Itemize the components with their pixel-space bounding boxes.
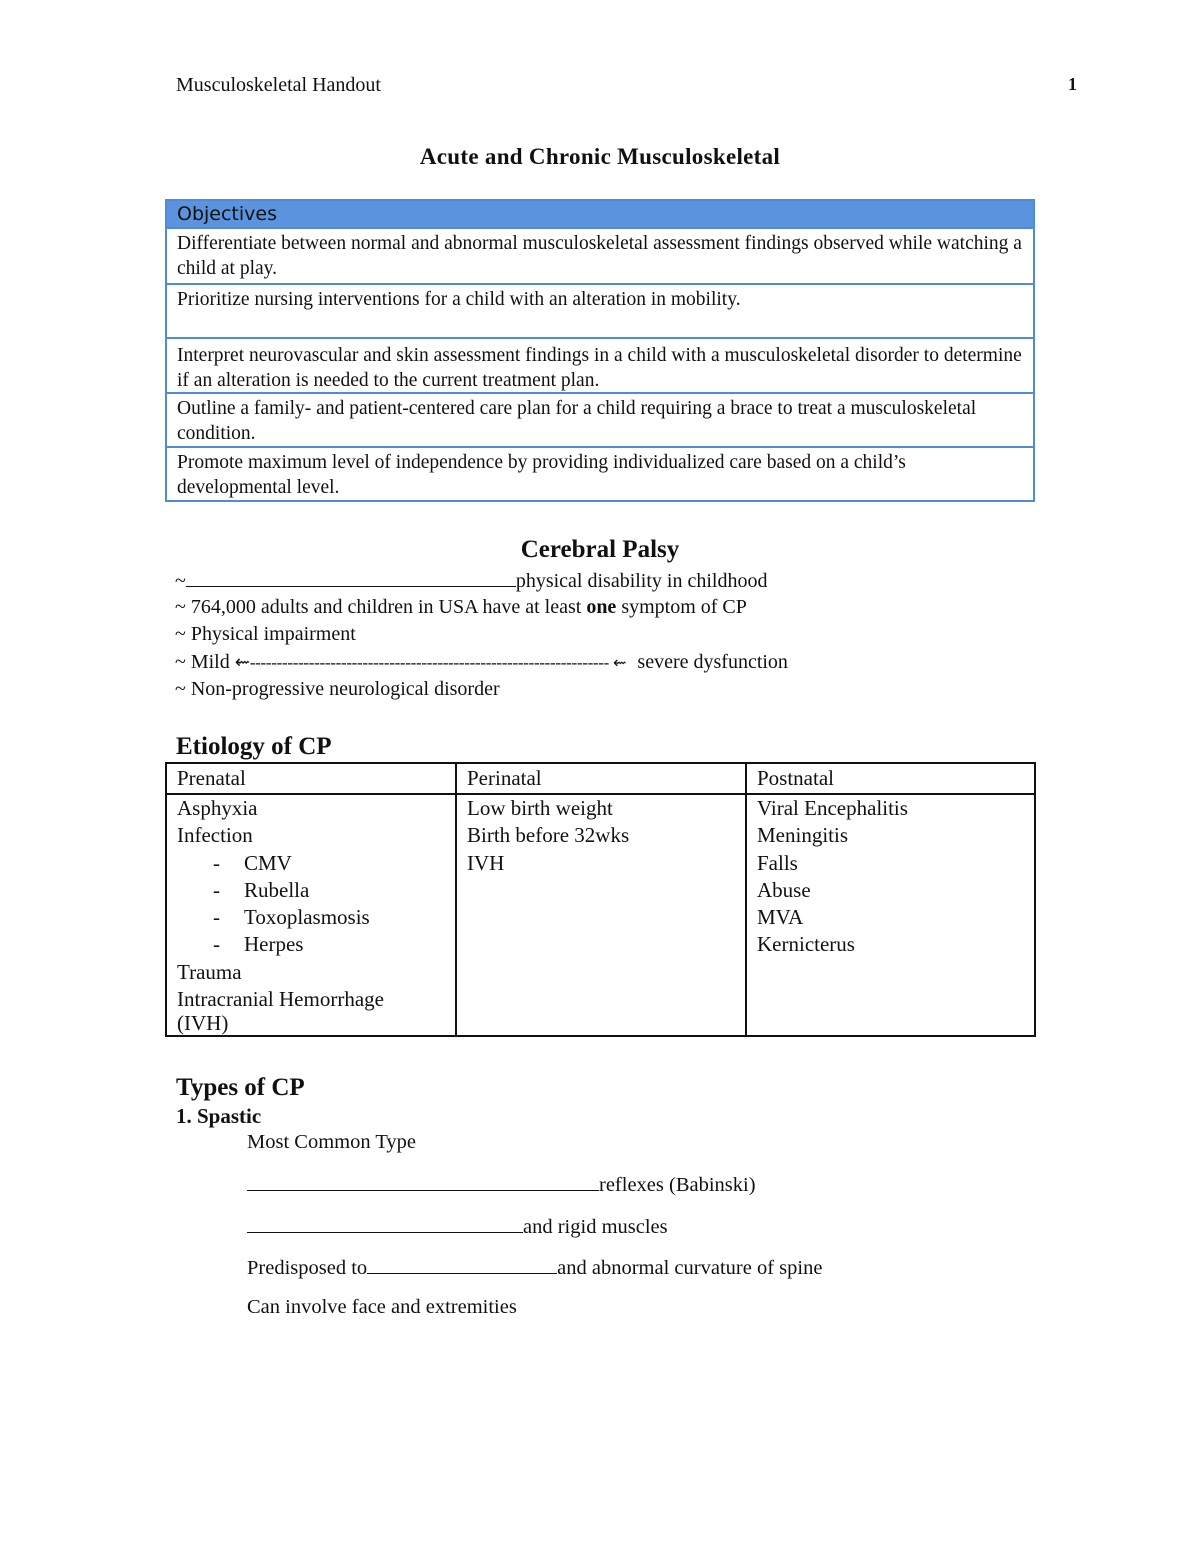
left-arrow-icon: ⇜ — [234, 652, 250, 673]
spastic-line-3-suffix: and rigid muscles — [523, 1216, 668, 1238]
list-item: Kernicterus — [757, 932, 855, 957]
right-arrow-icon: ⇜ — [613, 653, 627, 672]
spastic-line-5: Can involve face and extremities — [247, 1296, 517, 1318]
list-item: Meningitis — [757, 823, 849, 848]
list-item: MVA — [757, 905, 804, 930]
list-item: Birth before 32wks — [467, 823, 630, 848]
spastic-heading: 1. Spastic — [176, 1104, 262, 1128]
objective-row: Promote maximum level of independence by providing individualized care based on a child’s developmental level. — [167, 446, 1033, 500]
perinatal-cell — [467, 795, 629, 877]
list-item: Asphyxia — [177, 796, 258, 820]
prenatal-cell — [177, 795, 384, 1038]
cp-line-4 — [175, 651, 788, 674]
cp-line-2-suffix: symptom of CP — [616, 596, 747, 618]
page-number: 1 — [1068, 74, 1077, 94]
list-item — [177, 850, 384, 877]
objective-row: Differentiate between normal and abnormal musculoskeletal assessment findings observed while watching a child at play. — [167, 227, 1033, 283]
header-postnatal: Postnatal — [757, 766, 834, 790]
cp-line-4-suffix: severe dysfunction — [632, 651, 788, 673]
spastic-line-4 — [247, 1255, 822, 1280]
cp-line-1-prefix: ~ — [175, 570, 186, 592]
postnatal-cell — [757, 795, 908, 959]
list-item: Intracranial Hemorrhage — [177, 987, 384, 1012]
list-item — [177, 877, 384, 904]
fill-in-blank — [186, 568, 516, 587]
etiology-header-row — [167, 764, 1034, 795]
spastic-line-3 — [247, 1214, 668, 1239]
cp-line-3: ~ Physical impairment — [175, 623, 356, 645]
column-divider — [745, 764, 747, 1035]
column-divider — [455, 764, 457, 1035]
etiology-title: Etiology of CP — [176, 733, 332, 760]
fill-in-blank — [247, 1172, 599, 1191]
spastic-line-4-suffix: and abnormal curvature of spine — [557, 1257, 823, 1279]
list-item: Falls — [757, 850, 798, 875]
fill-in-blank — [247, 1214, 523, 1233]
list-item — [177, 904, 384, 931]
objective-row: Interpret neurovascular and skin assessment findings in a child with a musculoskeletal disorder to determine if an alteration is needed to the current treatment plan. — [167, 337, 1033, 392]
cp-line-4-dashes: ------------------------------------------------------------------- — [249, 653, 610, 672]
objective-row: Outline a family- and patient-centered care plan for a child requiring a brace to treat a musculoskeletal condition. — [167, 392, 1033, 446]
list-item: IVH — [467, 850, 505, 875]
header-perinatal: Perinatal — [467, 766, 542, 790]
cp-line-1 — [175, 568, 767, 593]
cp-line-2 — [175, 596, 747, 619]
cp-line-1-suffix: physical disability in childhood — [515, 570, 768, 592]
sub-item-label: CMV — [244, 850, 292, 875]
list-item: Viral Encephalitis — [757, 796, 908, 820]
sub-item-label: Herpes — [244, 932, 304, 957]
sub-item-label: Rubella — [244, 877, 310, 902]
header-prenatal: Prenatal — [177, 766, 246, 790]
list-item — [177, 931, 384, 958]
etiology-table — [165, 762, 1036, 1037]
spastic-line-2-suffix: reflexes (Babinski) — [599, 1174, 756, 1196]
document-title: Acute and Chronic Musculoskeletal — [419, 144, 781, 169]
spastic-line-4-prefix: Predisposed to — [247, 1257, 368, 1279]
spastic-line-1: Most Common Type — [247, 1131, 417, 1153]
list-item: Infection — [177, 823, 253, 848]
fill-in-blank — [367, 1255, 557, 1274]
header-title: Musculoskeletal Handout — [176, 74, 381, 96]
cerebral-palsy-title: Cerebral Palsy — [520, 536, 680, 563]
cp-line-2-prefix: ~ 764,000 adults and children in USA have at least — [175, 596, 587, 618]
dash-bullet: - — [213, 932, 220, 957]
list-item: (IVH) — [177, 1011, 229, 1036]
sub-item-label: Toxoplasmosis — [244, 905, 370, 930]
list-item: Abuse — [757, 877, 811, 902]
cp-line-4-prefix: ~ Mild — [175, 651, 235, 673]
cp-line-5: ~ Non-progressive neurological disorder — [175, 678, 500, 700]
spastic-line-2 — [247, 1172, 756, 1197]
list-item: Trauma — [177, 959, 242, 984]
objectives-table — [165, 199, 1035, 502]
objective-row: Prioritize nursing interventions for a child with an alteration in mobility. — [167, 283, 1033, 337]
dash-bullet: - — [213, 877, 220, 902]
list-item: Low birth weight — [467, 796, 613, 820]
dash-bullet: - — [213, 905, 220, 930]
dash-bullet: - — [213, 850, 220, 875]
objectives-heading: Objectives — [167, 201, 1033, 227]
types-title: Types of CP — [176, 1074, 305, 1101]
cp-line-2-bold: one — [586, 596, 617, 618]
